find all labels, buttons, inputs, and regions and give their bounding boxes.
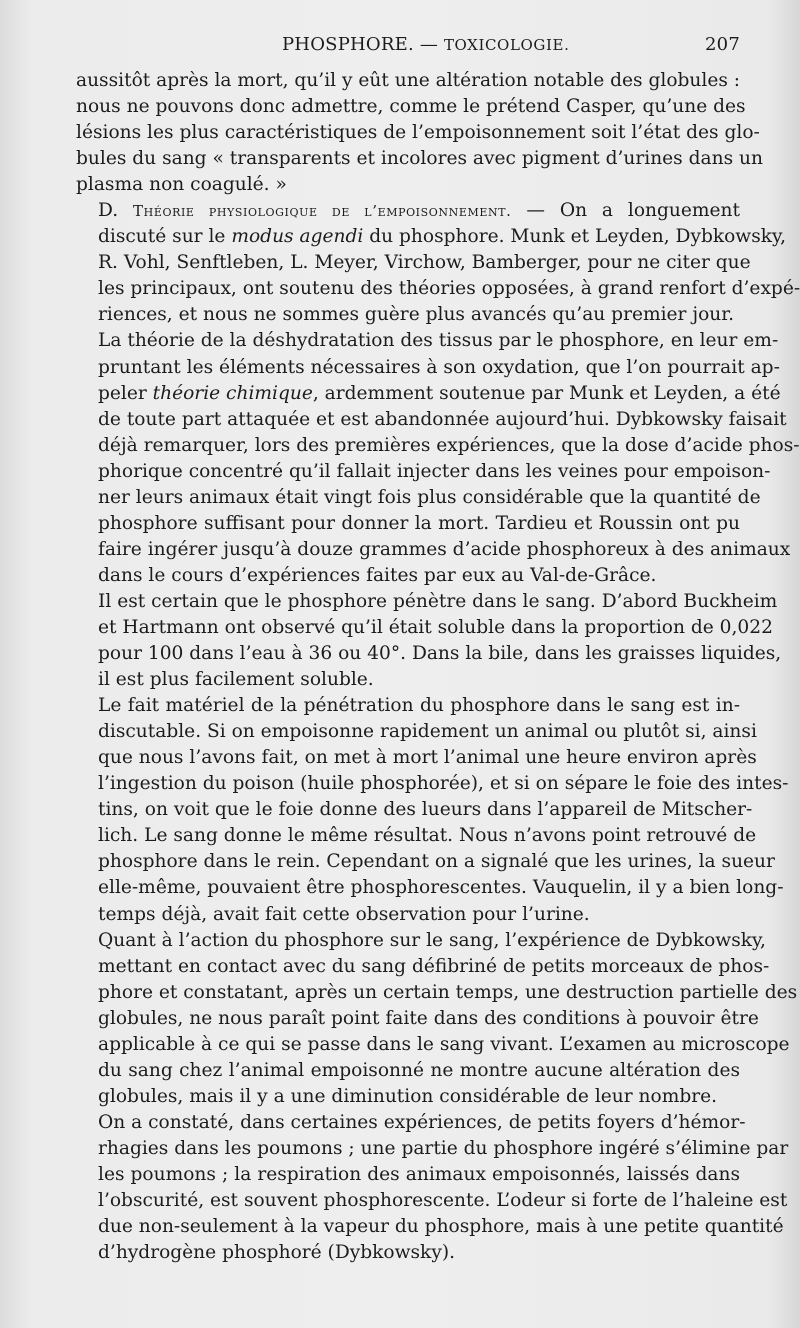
section-heading-dash: — [526, 200, 545, 222]
text-line: discutable. Si on empoisonne rapidement un animal ou plutôt si, ainsi [98, 721, 757, 743]
text-line: phosphore suffisant pour donner la mort. Tardieu et Roussin ont pu [98, 512, 740, 534]
section-heading-label: D. [98, 200, 119, 222]
text-line: nous ne pouvons donc admettre, comme le prétend Casper, qu’une des [76, 96, 746, 118]
section-heading: Théorie physiologique de l’empoisonnement. [133, 202, 512, 221]
italic-term: modus agendi [231, 226, 364, 248]
text-line: lésions les plus caractéristiques de l’empoisonnement soit l’état des glo- [76, 122, 760, 144]
running-title-separator: — [419, 34, 439, 55]
text-line: peler théorie chimique, ardemment soutenue par Munk et Leyden, a été [98, 382, 781, 404]
text-line: riences, et nous ne sommes guère plus avancés qu’au premier jour. [98, 304, 735, 326]
running-title [282, 34, 569, 55]
text-line: discuté sur le modus agendi du phosphore. Munk et Leyden, Dybkowsky, [98, 226, 786, 248]
text-line: On a longuement [559, 200, 740, 222]
text-line: et Hartmann ont observé qu’il était soluble dans la proportion de 0,022 [98, 616, 773, 638]
text-line: pour 100 dans l’eau à 36 ou 40°. Dans la bile, dans les graisses liquides, [98, 643, 782, 665]
text-line: globules, ne nous paraît point faite dans des conditions à pouvoir être [98, 1007, 759, 1029]
text-line: phosphore dans le rein. Cependant on a signalé que les urines, la sueur [98, 851, 775, 873]
text-line: que nous l’avons fait, on met à mort l’animal une heure environ après [98, 747, 757, 769]
paragraph-p3 [76, 328, 800, 588]
text-line: globules, mais il y a une diminution considérable de leur nombre. [98, 1085, 718, 1107]
text-line: pruntant les éléments nécessaires à son oxydation, que l’on pourrait ap- [98, 356, 780, 378]
text-line: La théorie de la déshydratation des tissus par le phosphore, en leur em- [98, 330, 779, 352]
paragraph-p5 [76, 693, 789, 927]
text-line: du sang chez l’animal empoisonné ne montre aucune altération des [98, 1059, 740, 1081]
text-line: due non-seulement à la vapeur du phosphore, mais à une petite quantité [98, 1216, 784, 1238]
paragraph-p6 [76, 928, 798, 1110]
paragraph-p4 [76, 589, 782, 693]
italic-term: théorie chimique [152, 382, 313, 404]
text-line: applicable à ce qui se passe dans le sang vivant. L’examen au microscope [98, 1033, 790, 1055]
text-line: elle-même, pouvaient être phosphorescentes. Vauquelin, il y a bien long- [98, 877, 784, 899]
paragraph-p1 [76, 68, 763, 198]
text-line: bules du sang « transparents et incolores avec pigment d’urines dans un [76, 148, 763, 170]
text-line: phore et constatant, après un certain temps, une destruction partielle des [98, 981, 798, 1003]
text-line: phorique concentré qu’il fallait injecter dans les veines pour empoison- [98, 460, 771, 482]
page-number: 207 [705, 34, 740, 55]
section-heading-line [76, 198, 740, 224]
text-line: Le fait matériel de la pénétration du phosphore dans le sang est in- [98, 695, 740, 717]
text-line: l’obscurité, est souvent phosphorescente. L’odeur si forte de l’haleine est [98, 1190, 788, 1212]
paragraph-p2 [76, 198, 800, 328]
text-line: R. Vohl, Senftleben, L. Meyer, Virchow, Bamberger, pour ne citer que [98, 252, 751, 274]
text-line: mettant en contact avec du sang défibriné de petits morceaux de phos- [98, 955, 770, 977]
text-line: plasma non coagulé. » [76, 174, 287, 196]
body-text [76, 68, 800, 1266]
text-line: dans le cours d’expériences faites par eux au Val-de-Grâce. [98, 564, 657, 586]
text-line: de toute part attaquée et est abandonnée aujourd’hui. Dybkowsky faisait [98, 408, 787, 430]
text-line: l’ingestion du poison (huile phosphorée), et si on sépare le foie des intes- [98, 773, 789, 795]
running-header [76, 34, 740, 58]
text-line: aussitôt après la mort, qu’il y eût une altération notable des globules : [76, 70, 741, 91]
text-line: Quant à l’action du phosphore sur le sang, l’expérience de Dybkowsky, [98, 929, 766, 951]
text-line: d’hydrogène phosphoré (Dybkowsky). [98, 1242, 455, 1264]
text-line: rhagies dans les poumons ; une partie du phosphore ingéré s’élimine par [98, 1137, 789, 1159]
text-line: faire ingérer jusqu’à douze grammes d’acide phosphoreux à des animaux [98, 538, 791, 560]
text-line: lich. Le sang donne le même résultat. Nous n’avons point retrouvé de [98, 825, 757, 847]
text-line: temps déjà, avait fait cette observation pour l’urine. [98, 903, 590, 925]
running-title-subtitle: TOXICOLOGIE. [443, 36, 570, 54]
text-line: Il est certain que le phosphore pénètre dans le sang. D’abord Buckheim [98, 590, 778, 612]
text-line: les poumons ; la respiration des animaux empoisonnés, laissés dans [98, 1163, 740, 1185]
text-line: il est plus facilement soluble. [98, 669, 374, 691]
running-title-main: PHOSPHORE. [282, 34, 414, 55]
text-line: On a constaté, dans certaines expériences, de petits foyers d’hémor- [98, 1111, 746, 1133]
paragraph-p7 [76, 1110, 789, 1266]
text-line: tins, on voit que le foie donne des lueurs dans l’appareil de Mitscher- [98, 799, 753, 821]
text-line: déjà remarquer, lors des premières expériences, que la dose d’acide phos- [98, 434, 800, 456]
text-line: les principaux, ont soutenu des théories opposées, à grand renfort d’expé- [98, 278, 800, 300]
text-line: ner leurs animaux était vingt fois plus considérable que la quantité de [98, 486, 761, 508]
